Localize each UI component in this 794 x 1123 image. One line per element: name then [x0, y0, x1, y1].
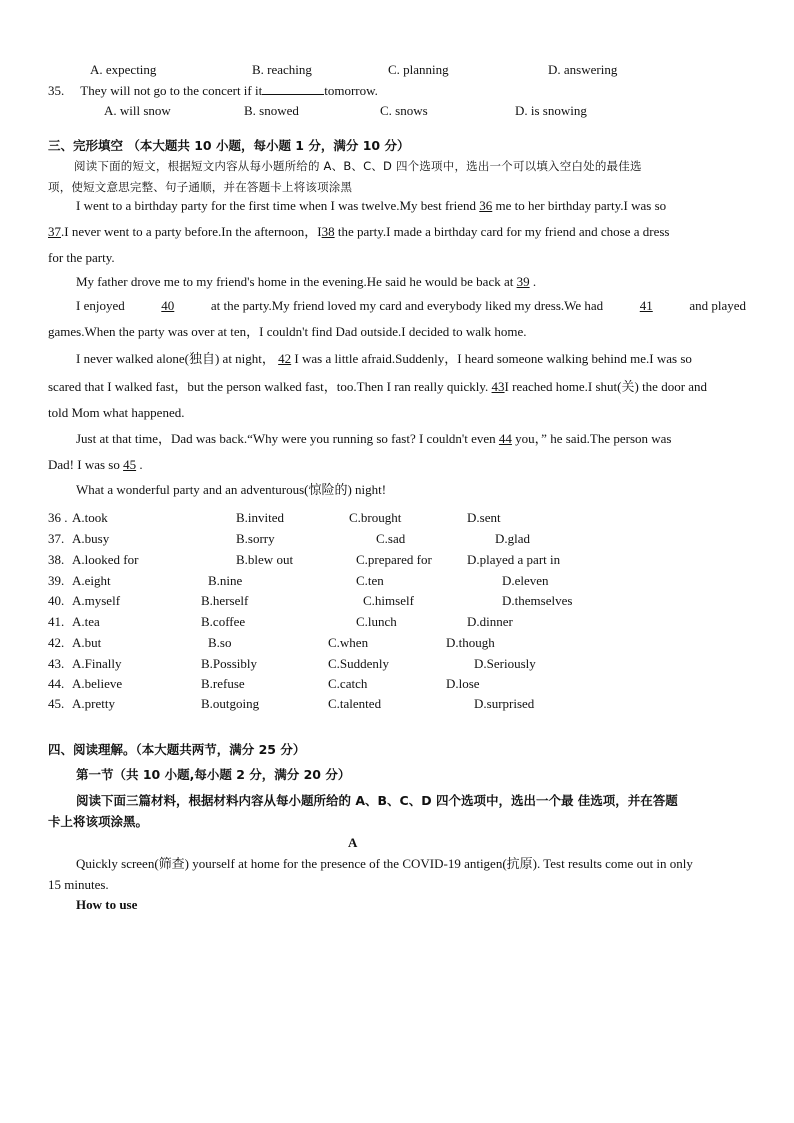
- blank-36: 36: [479, 198, 493, 213]
- section3-instruction-line2: 项，使短文意思完整、句子通顺，并在答题卡上将该项涂黑: [48, 180, 353, 194]
- option-a: A.but: [72, 635, 102, 650]
- blank-37: 37: [48, 224, 61, 239]
- q35-stem: [48, 82, 378, 99]
- q35-option-d: D. is snowing: [515, 103, 587, 118]
- option-c: C.ten: [356, 573, 384, 588]
- blank-45: 45: [123, 457, 137, 472]
- passage-p1-line2: [48, 224, 669, 240]
- blank-43: 43: [491, 379, 505, 394]
- option-a: A.believe: [72, 676, 123, 691]
- passage-text: I went to a birthday party for the first time when I was twelve.My best friend: [76, 198, 476, 213]
- passage-p4-line2: [48, 379, 707, 395]
- question-number: 38.: [48, 552, 65, 567]
- option-d: D.dinner: [467, 614, 513, 629]
- question-number: 44.: [48, 676, 65, 691]
- blank-41: 41: [639, 298, 653, 313]
- passage-text: Just at that time，Dad was back.“Why were you running so fast? I couldn't even: [76, 431, 496, 446]
- option-b: B.nine: [208, 573, 243, 588]
- option-d: D.sent: [467, 510, 501, 525]
- passage-p1-line1: [76, 198, 666, 214]
- passage-text: I enjoyed: [76, 298, 125, 313]
- option-a: A.pretty: [72, 696, 115, 711]
- passage-p5-line1: [76, 431, 672, 447]
- passage-p4-line1: [76, 351, 692, 367]
- passage-a-line2: 15 minutes.: [48, 877, 109, 892]
- passage-text: the party.I made a birthday card for my friend and chose a dress: [337, 224, 670, 239]
- option-c: C.lunch: [356, 614, 397, 629]
- option-d: D.lose: [446, 676, 480, 691]
- option-a: A.myself: [72, 593, 121, 608]
- q35-number: 35.: [48, 83, 65, 98]
- option-a: A.busy: [72, 531, 110, 546]
- q35-text-after: tomorrow.: [324, 83, 378, 98]
- blank-40: 40: [161, 298, 175, 313]
- option-c: C.Suddenly: [328, 656, 390, 671]
- passage-p3-line2: games.When the party was over at ten，I couldn't find Dad outside.I decided to walk home.: [48, 324, 527, 339]
- option-b: B.Possibly: [201, 656, 257, 671]
- option-d: D.glad: [495, 531, 531, 546]
- passage-text: My father drove me to my friend's home in the evening.He said he would be back at: [76, 274, 514, 289]
- option-c: C.prepared for: [356, 552, 432, 567]
- passage-text: you，” he said.The person was: [515, 431, 672, 446]
- q35-text-before: They will not go to the concert if it: [80, 83, 263, 98]
- passage-text: me to her birthday party.I was so: [495, 198, 667, 213]
- option-b: B.herself: [201, 593, 249, 608]
- passage-text: at the party.My friend loved my card and everybody liked my dress.We had: [210, 298, 604, 313]
- q34-option-a: A. expecting: [90, 62, 157, 77]
- question-number: 42.: [48, 635, 65, 650]
- option-c: C.sad: [376, 531, 406, 546]
- passage-p1-line3: for the party.: [48, 250, 115, 265]
- option-a: A.took: [72, 510, 108, 525]
- option-d: D.Seriously: [474, 656, 536, 671]
- option-d: D.surprised: [474, 696, 535, 711]
- q34-option-b: B. reaching: [252, 62, 312, 77]
- blank-39: 39: [516, 274, 530, 289]
- option-c: C.catch: [328, 676, 368, 691]
- section3-title: 三、完形填空 （本大题共 10 小题，每小题 1 分，满分 10 分）: [48, 138, 410, 153]
- passage-a-line1: Quickly screen(筛查) yourself at home for the presence of the COVID-19 antigen(抗原). Test results come out in only: [76, 856, 693, 871]
- passage-text: Dad! I was so: [48, 457, 120, 472]
- question-number: 37.: [48, 531, 65, 546]
- option-d: D.played a part in: [467, 552, 561, 567]
- option-b: B.refuse: [201, 676, 245, 691]
- passage-p6: What a wonderful party and an adventurous(惊险的) night!: [76, 482, 387, 497]
- passage-p2: [76, 274, 536, 290]
- option-b: B.coffee: [201, 614, 246, 629]
- question-number: 45.: [48, 696, 65, 711]
- question-number: 36 .: [48, 510, 68, 525]
- passage-text: I never walked alone(独自) at night，: [76, 351, 275, 366]
- section3-instruction-line1: 阅读下面的短文，根据短文内容从每小题所给的 A、B、C、D 四个选项中，选出一个可以填入空白处的最佳选: [74, 159, 642, 173]
- passage-text: I reached home.I shut(关) the door and: [504, 379, 708, 394]
- section4-instruction-line1: 阅读下面三篇材料，根据材料内容从每小题所给的 A、B、C、D 四个选项中，选出一个最 佳选项，并在答题: [76, 793, 678, 808]
- option-b: B.blew out: [236, 552, 294, 567]
- option-a: A.eight: [72, 573, 111, 588]
- q34-option-c: C. planning: [388, 62, 449, 77]
- blank-38: 38: [321, 224, 335, 239]
- passage-p3-line1: [76, 298, 746, 314]
- option-d: D.eleven: [502, 573, 549, 588]
- passage-p5-line2: [48, 457, 143, 473]
- q35-option-b: B. snowed: [244, 103, 299, 118]
- passage-a-label: A: [348, 835, 358, 850]
- option-b: B.invited: [236, 510, 285, 525]
- option-c: C.himself: [363, 593, 414, 608]
- q35-option-a: A. will snow: [104, 103, 171, 118]
- section4-title: 四、阅读理解。（本大题共两节，满分 25 分）: [48, 742, 306, 757]
- option-b: B.sorry: [236, 531, 275, 546]
- question-number: 40.: [48, 593, 65, 608]
- passage-p4-line3: told Mom what happened.: [48, 405, 185, 420]
- option-a: A.Finally: [72, 656, 122, 671]
- blank-42: 42: [278, 351, 292, 366]
- q35-blank: [262, 82, 324, 95]
- passage-text: .I never went to a party before.In the afternoon，I: [61, 224, 322, 239]
- option-a: A.tea: [72, 614, 100, 629]
- option-d: D.though: [446, 635, 495, 650]
- option-c: C.brought: [349, 510, 402, 525]
- q35-option-c: C. snows: [380, 103, 428, 118]
- option-c: C.talented: [328, 696, 382, 711]
- option-b: B.outgoing: [201, 696, 260, 711]
- passage-text: I was a little afraid.Suddenly，I heard someone walking behind me.I was so: [294, 351, 692, 366]
- option-b: B.so: [208, 635, 232, 650]
- question-number: 43.: [48, 656, 65, 671]
- q34-option-d: D. answering: [548, 62, 618, 77]
- how-to-use-heading: How to use: [76, 897, 138, 912]
- blank-44: 44: [498, 431, 512, 446]
- passage-text: .: [139, 457, 143, 472]
- passage-text: scared that I walked fast，but the person walked fast，too.Then I ran really quickly.: [48, 379, 489, 394]
- option-c: C.when: [328, 635, 369, 650]
- section4-instruction-line2: 卡上将该项涂黑。: [48, 814, 149, 829]
- passage-text: and played: [689, 298, 746, 313]
- option-a: A.looked for: [72, 552, 139, 567]
- question-number: 39.: [48, 573, 65, 588]
- option-d: D.themselves: [502, 593, 573, 608]
- passage-text: .: [532, 274, 537, 289]
- section4-subtitle: 第一节（共 10 小题,每小题 2 分，满分 20 分）: [76, 767, 351, 782]
- question-number: 41.: [48, 614, 65, 629]
